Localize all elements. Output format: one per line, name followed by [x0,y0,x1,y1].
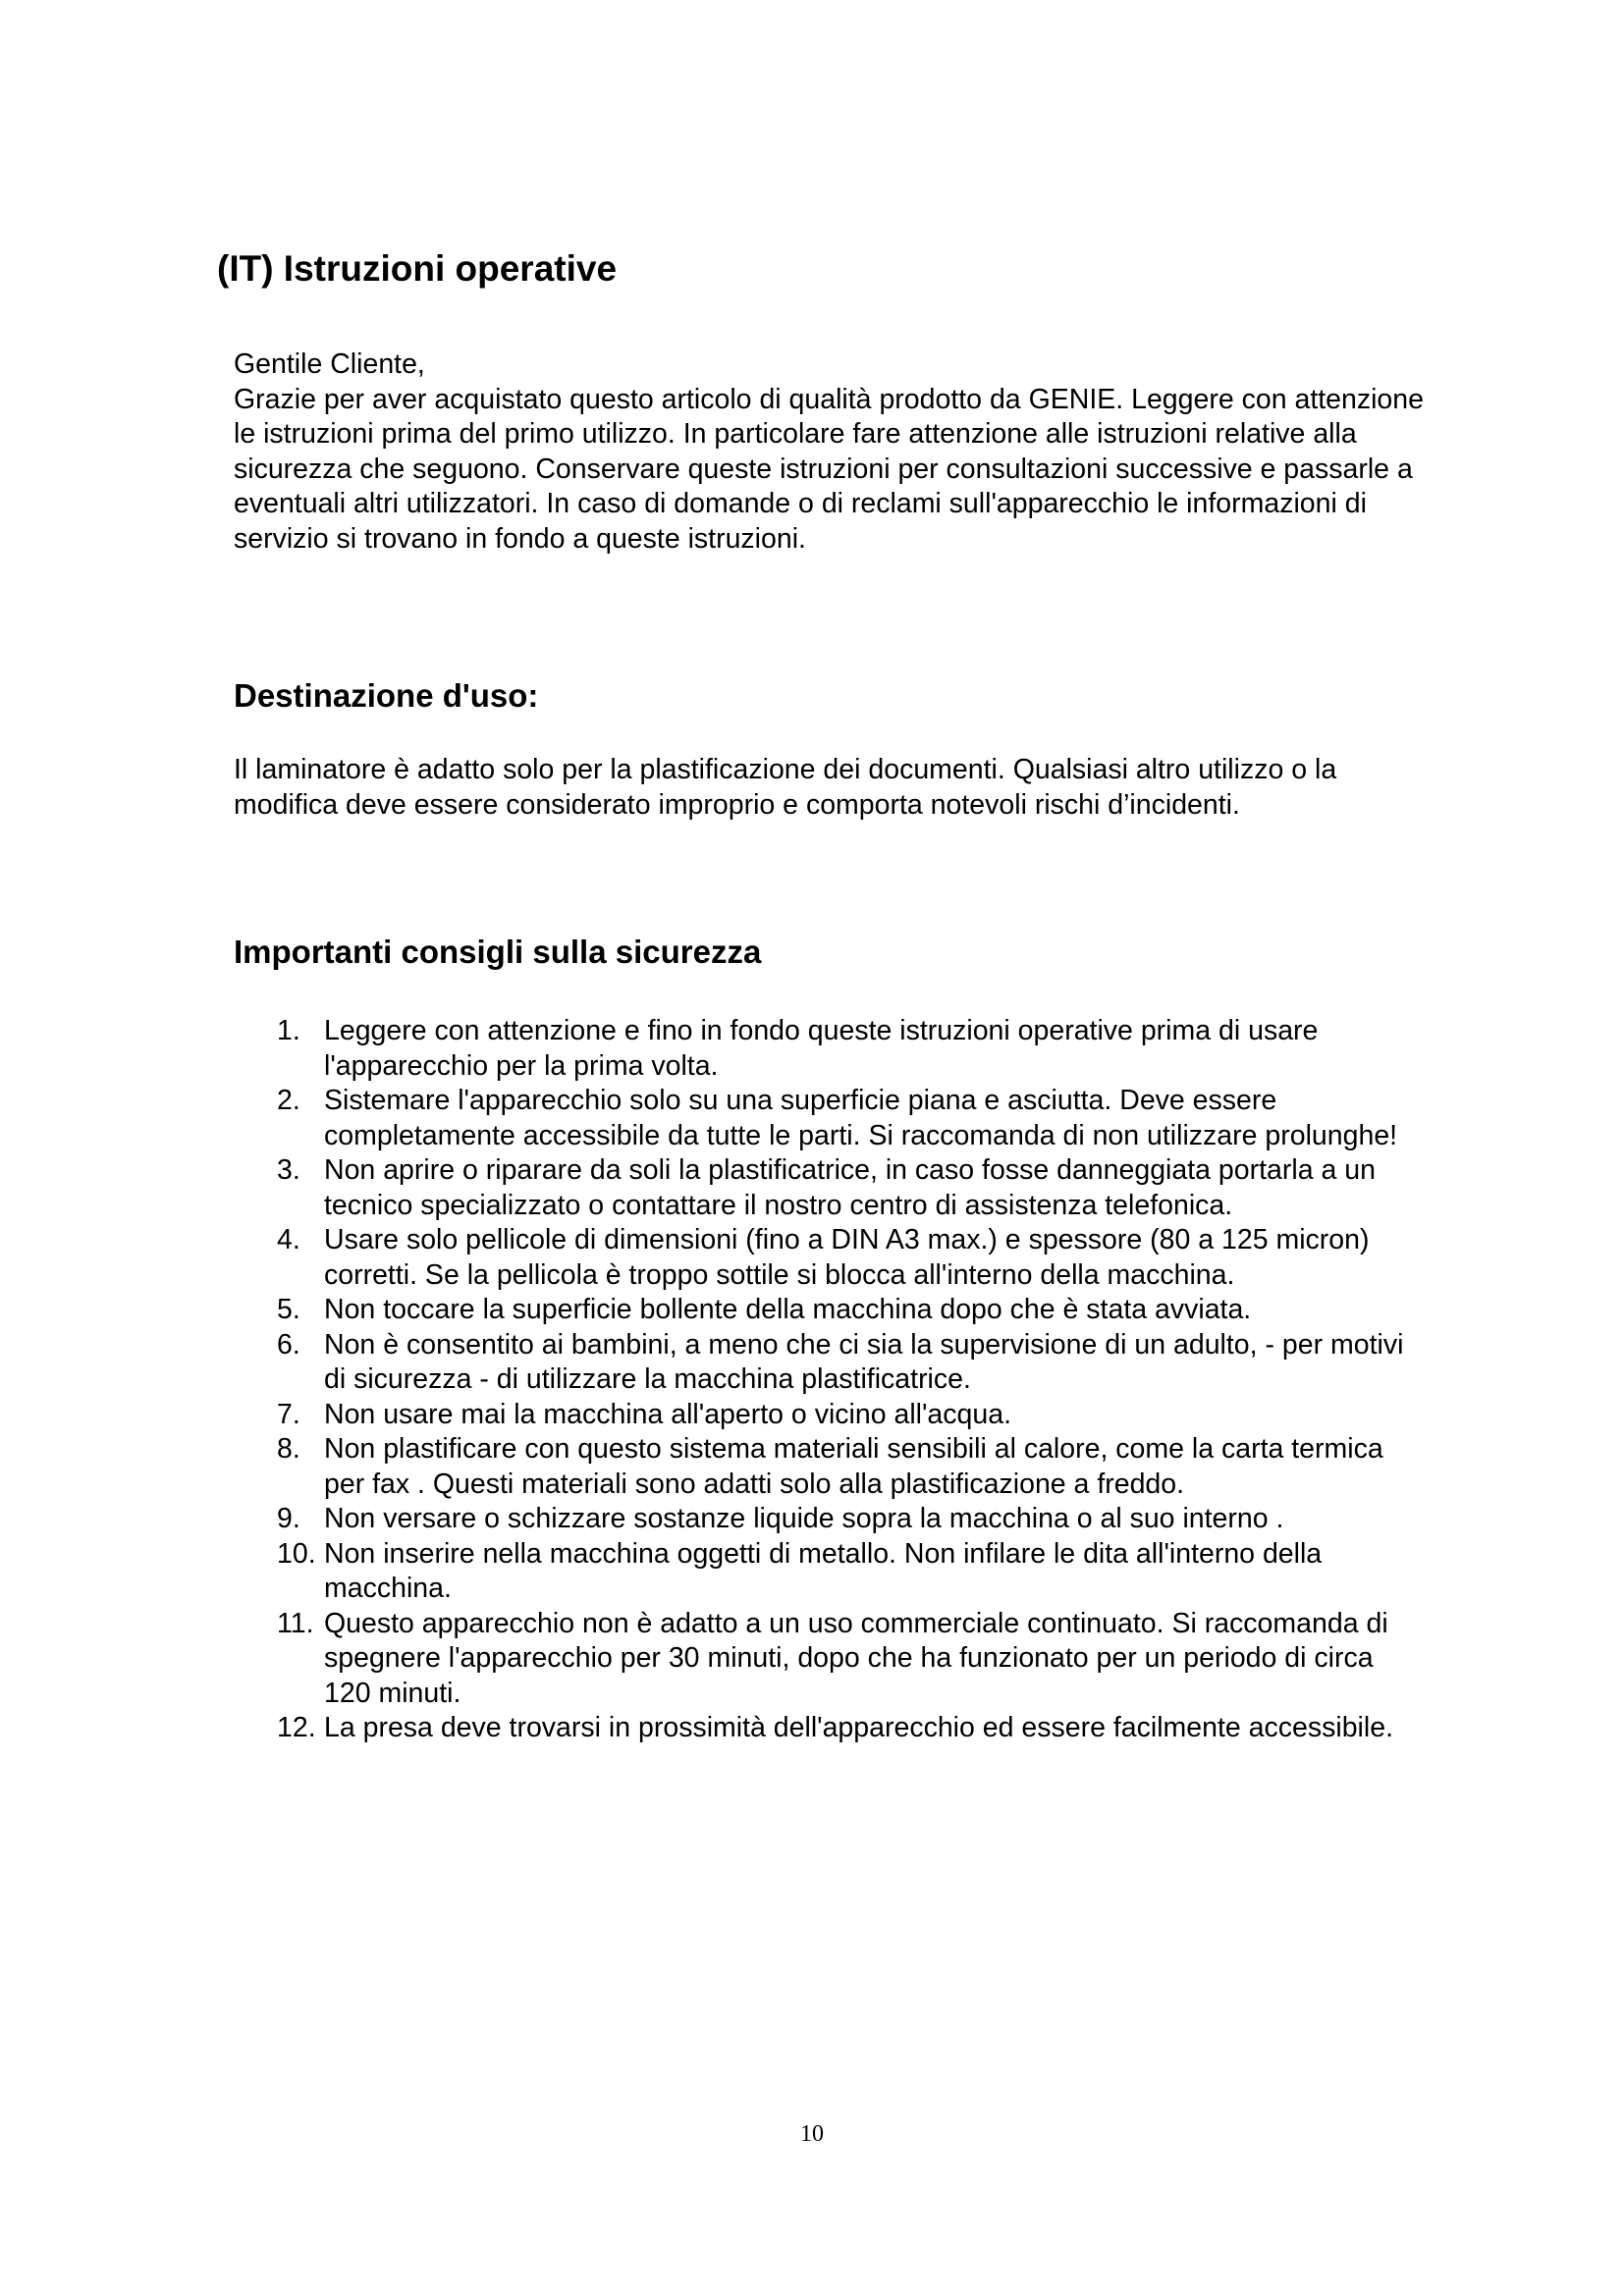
greeting: Gentile Cliente, [234,348,425,380]
item-text: Leggere con attenzione e fino in fondo queste istruzioni operative prima di usare l'apparecchio per la prima volta. [324,1015,1319,1082]
item-text: Usare solo pellicole di dimensioni (fino a DIN A3 max.) e spessore (80 a 125 micron) corretti. Se la pellicola è troppo sottile si blocca all'interno della macchina. [324,1224,1370,1291]
item-text: Questo apparecchio non è adatto a un uso commerciale continuato. Si raccomanda di spegnere l'apparecchio per 30 minuti, dopo che ha funzionato per un periodo di circa 120 minuti. [324,1607,1388,1709]
list-item [277,1537,1416,1607]
item-text: Non aprire o riparare da soli la plastificatrice, in caso fosse danneggiata portarla a un tecnico specializzato o contattare il nostro centro di assistenza telefonica. [324,1154,1376,1221]
item-text: Sistemare l'apparecchio solo su una superficie piana e asciutta. Deve essere completamente accessibile da tutte le parti. Si raccomanda di non utilizzare prolunghe! [324,1085,1398,1151]
list-item [277,1607,1416,1712]
item-number: 2. [277,1085,300,1116]
item-text: Non è consentito ai bambini, a meno che ci sia la supervisione di un adulto, - per motivi di sicurezza - di utilizzare la macchina plastificatrice. [324,1328,1404,1395]
item-number: 9. [277,1503,300,1534]
item-number: 5. [277,1294,300,1325]
list-item [277,1153,1416,1223]
item-text: Non versare o schizzare sostanze liquide sopra la macchina o al suo interno . [324,1503,1284,1534]
item-number: 7. [277,1398,300,1430]
list-item [277,1293,1416,1328]
list-item [277,1711,1416,1746]
section-heading-destinazione: Destinazione d'uso: [234,677,539,714]
item-text: La presa deve trovarsi in prossimità dell'apparecchio ed essere facilmente accessibile. [324,1712,1393,1743]
page-title: (IT) Istruzioni operative [217,248,618,289]
item-text: Non inserire nella macchina oggetti di metallo. Non infilare le dita all'interno della macchina. [324,1537,1323,1604]
intro-paragraph: Grazie per aver acquistato questo articolo di qualità prodotto da GENIE. Leggere con attenzione le istruzioni prima del primo utilizzo. In particolare fare attenzione alle istruzioni relative alla sicurezza che seguono. Conservare queste istruzioni per consultazioni successive e passarle a eventuali altri utilizzatori. In caso di domande o di reclami sull'apparecchio le informazioni di servizio si trovano in fondo a queste istruzioni. [234,383,1424,555]
list-item [277,1014,1416,1084]
list-item [277,1502,1416,1537]
destinazione-text: Il laminatore è adatto solo per la plastificazione dei documenti. Qualsiasi altro utilizzo o la modifica deve essere considerato improprio e comporta notevoli rischi d’incidenti. [234,754,1337,821]
item-text: Non plastificare con questo sistema materiali sensibili al calore, come la carta termica per fax . Questi materiali sono adatti solo alla plastificazione a freddo. [324,1433,1383,1500]
item-text: Non usare mai la macchina all'aperto o vicino all'acqua. [324,1398,1012,1430]
list-item [277,1328,1416,1398]
item-number: 12. [277,1712,316,1743]
item-number: 4. [277,1224,300,1255]
page-number: 10 [800,2121,824,2147]
list-item [277,1432,1416,1502]
safety-list [277,1014,1416,1746]
list-item [277,1398,1416,1433]
intro-section [234,347,1432,557]
item-number: 1. [277,1015,300,1046]
item-number: 11. [277,1607,314,1639]
list-item [277,1223,1416,1293]
section-heading-sicurezza: Importanti consigli sulla sicurezza [234,934,762,970]
item-number: 3. [277,1154,300,1186]
list-item [277,1084,1416,1153]
item-number: 6. [277,1328,300,1361]
item-text: Non toccare la superficie bollente della macchina dopo che è stata avviata. [324,1294,1252,1325]
item-number: 8. [277,1433,300,1465]
item-number: 10. [277,1537,316,1570]
